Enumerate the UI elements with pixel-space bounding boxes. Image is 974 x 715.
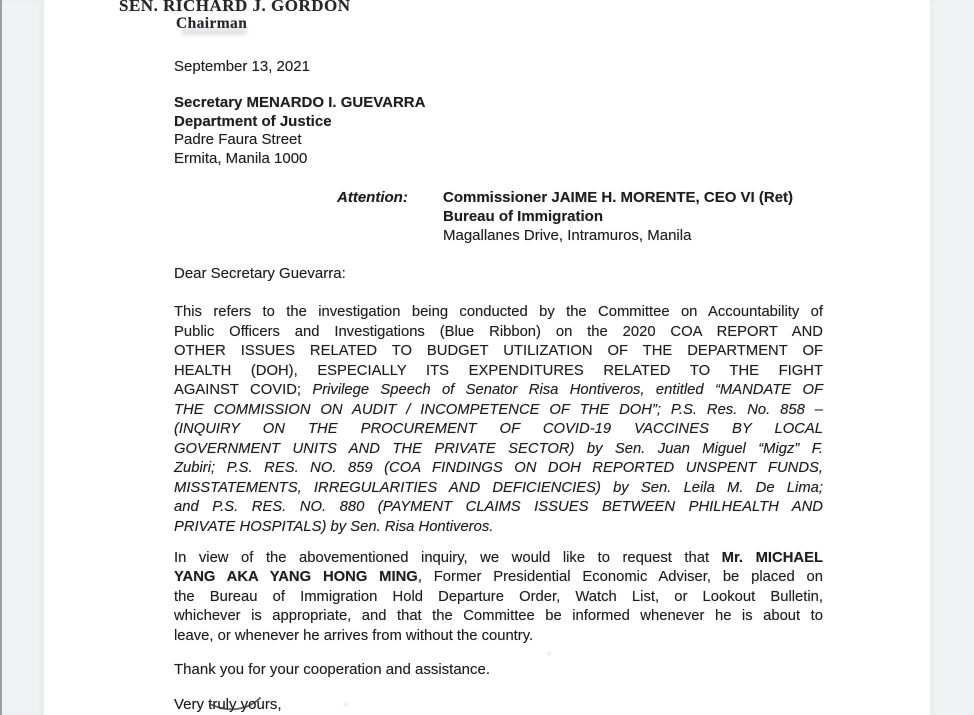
scan-speck <box>547 652 551 655</box>
attention-recipient-office: Bureau of Immigration <box>443 207 604 225</box>
recipient-address-line2: Ermita, Manila 1000 <box>174 149 308 167</box>
scan-speck <box>344 703 348 706</box>
letter-date: September 13, 2021 <box>174 58 310 75</box>
letter-body <box>174 303 823 657</box>
body-line: MISSTATEMENTS, IRREGULARITIES AND DEFICIENCIES) by Sen. Leila M. De Lima; <box>174 479 823 496</box>
body-paragraph <box>174 303 823 538</box>
body-line: (INQUIRY ON THE PROCUREMENT OF COVID-19 VACCINES BY LOCAL <box>174 421 823 438</box>
body-line: AGAINST COVID; Privilege Speech of Senator Risa Hontiveros, entitled “MANDATE OF <box>174 382 824 399</box>
recipient-address-line1: Padre Faura Street <box>174 131 302 149</box>
body-line: the Bureau of Immigration Hold Departure Order, Watch List, or Lookout Bulletin, <box>174 588 823 605</box>
body-line: leave, or whenever he arrives from without the country. <box>174 627 534 644</box>
closing-thanks: Thank you for your cooperation and assistance. <box>174 661 491 678</box>
recipient-office: Department of Justice <box>174 112 332 130</box>
body-line: OTHER ISSUES RELATED TO BUDGET UTILIZATION OF THE DEPARTMENT OF <box>174 343 823 360</box>
letterhead-sender-name: SEN. RICHARD J. GORDON <box>119 0 351 15</box>
body-line: and P.S. RES. NO. 880 (PAYMENT CLAIMS ISSUES BETWEEN PHILHEALTH AND <box>174 499 823 516</box>
body-paragraph <box>174 549 823 647</box>
attention-recipient-address: Magallanes Drive, Intramuros, Manila <box>443 226 692 244</box>
recipient-block <box>174 94 425 168</box>
attention-recipient-name: Commissioner JAIME H. MORENTE, CEO VI (Ret) <box>443 189 794 206</box>
body-line: THE COMMISSION ON AUDIT / INCOMPETENCE OF THE DOH”; P.S. Res. No. 858 – <box>174 401 823 418</box>
scan-artifact-smudge <box>181 29 247 35</box>
body-line: In view of the abovementioned inquiry, we would like to request that Mr. MICHAEL <box>174 549 823 566</box>
scan-left-margin <box>0 0 44 715</box>
recipient-name: Secretary MENARDO I. GUEVARRA <box>174 94 426 111</box>
letterhead-sender-title: Chairman <box>176 15 248 32</box>
attention-block <box>443 189 793 245</box>
body-line: whichever is appropriate, and that the Committee be informed whenever he is about to <box>174 608 823 625</box>
scan-right-margin <box>930 0 974 715</box>
body-line: PRIVATE HOSPITALS) by Sen. Risa Hontiveros. <box>174 519 494 536</box>
closing-valediction: Very truly yours, <box>174 696 282 713</box>
body-line: HEALTH (DOH), ESPECIALLY ITS EXPENDITURES RELATED TO THE FIGHT <box>174 362 823 379</box>
signature-stroke <box>200 693 280 715</box>
body-line: YANG AKA YANG HONG MING, Former Presidential Economic Adviser, be placed on <box>174 569 824 586</box>
body-line: This refers to the investigation being conducted by the Committee on Accountability of <box>174 304 823 320</box>
attention-label: Attention: <box>337 189 408 206</box>
body-line: Public Officers and Investigations (Blue Ribbon) on the 2020 COA REPORT AND <box>174 323 823 340</box>
body-line: Zubiri; P.S. RES. NO. 859 (COA FINDINGS ON DOH REPORTED UNSPENT FUNDS, <box>174 460 823 477</box>
body-line: GOVERNMENT UNITS AND THE PRIVATE SECTOR) by Sen. Juan Miguel “Migz” F. <box>174 440 823 457</box>
salutation: Dear Secretary Guevarra: <box>174 265 346 282</box>
